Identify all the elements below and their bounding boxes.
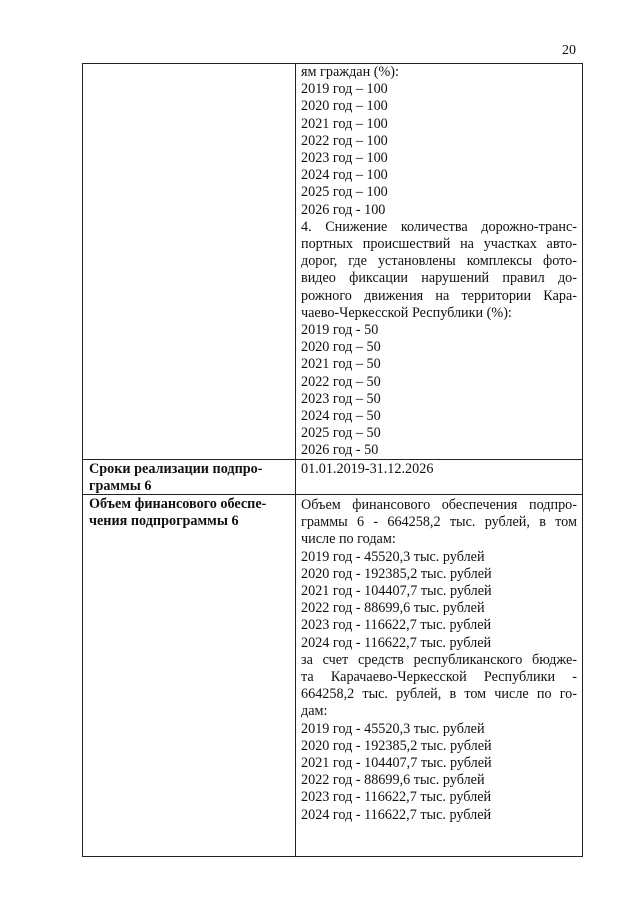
cell-line: видео фиксации нарушений правил до- [301, 270, 577, 287]
row-label: Сроки реализации подпро- [89, 461, 263, 477]
cell-line: 2022 год – 50 [301, 373, 381, 390]
cell-line: 2021 год – 100 [301, 115, 388, 132]
cell-line: 2025 год – 50 [301, 425, 381, 442]
cell-line: 2023 год – 50 [301, 390, 381, 407]
cell-line: за счет средств республиканского бюдже- [301, 651, 577, 668]
indicators-cell [296, 64, 582, 460]
page-number: 20 [562, 43, 576, 58]
row-label: граммы 6 [89, 478, 152, 495]
cell-line: 2024 год – 50 [301, 408, 381, 425]
funding-label-cell [83, 495, 295, 530]
cell-line: 2021 год - 104407,7 тыс. рублей [301, 583, 492, 600]
cell-line: 2020 год - 192385,2 тыс. рублей [301, 737, 492, 754]
cell-line: 2023 год - 116622,7 тыс. рублей [301, 789, 492, 806]
cell-line: 2019 год - 45520,3 тыс. рублей [301, 720, 485, 737]
cell-line: 01.01.2019-31.12.2026 [301, 461, 434, 477]
cell-line: 2024 год – 100 [301, 167, 388, 184]
cell-line: та Карачаево-Черкесской Республики - [301, 669, 577, 686]
cell-line: 2024 год - 116622,7 тыс. рублей [301, 634, 492, 651]
row-label: чения подпрограммы 6 [89, 513, 239, 530]
row-label: Объем финансового обеспе- [89, 496, 267, 512]
cell-line: портных происшествий на участках авто- [301, 236, 577, 253]
cell-line: граммы 6 - 664258,2 тыс. рублей, в том [301, 514, 577, 531]
cell-line: 2023 год – 100 [301, 150, 388, 167]
cell-line: 2020 год – 50 [301, 339, 381, 356]
cell-line: 2019 год - 45520,3 тыс. рублей [301, 548, 485, 565]
cell-line: 2021 год – 50 [301, 356, 381, 373]
cell-line: 2020 год - 192385,2 тыс. рублей [301, 565, 492, 582]
term-value-cell [296, 461, 582, 478]
cell-line: чаево-Черкесской Республики (%): [301, 304, 512, 321]
cell-line: 2022 год - 88699,6 тыс. рублей [301, 600, 485, 617]
cell-line: Объем финансового обеспечения подпро- [301, 497, 577, 513]
cell-line: 2026 год - 100 [301, 201, 386, 218]
cell-line: 2022 год - 88699,6 тыс. рублей [301, 772, 485, 789]
funding-value-cell [296, 497, 582, 824]
cell-line: числе по годам: [301, 531, 396, 548]
cell-line: 2022 год – 100 [301, 132, 388, 149]
passport-table [82, 63, 583, 857]
cell-line: 664258,2 тыс. рублей, в том числе по го- [301, 686, 577, 703]
cell-line: 2024 год - 116622,7 тыс. рублей [301, 806, 492, 823]
cell-line: дам: [301, 703, 328, 720]
cell-line: 2026 год - 50 [301, 442, 379, 459]
cell-line: рожного движения на территории Кара- [301, 287, 577, 304]
cell-line: 2019 год - 50 [301, 322, 379, 339]
cell-line: 2021 год - 104407,7 тыс. рублей [301, 755, 492, 772]
cell-line: дорог, где установлены комплексы фото- [301, 253, 577, 270]
cell-line: 2025 год – 100 [301, 184, 388, 201]
term-label-cell [83, 460, 295, 495]
cell-line: 2023 год - 116622,7 тыс. рублей [301, 617, 492, 634]
cell-line: 4. Снижение количества дорожно-транс- [301, 218, 577, 235]
cell-line: 2020 год – 100 [301, 98, 388, 115]
cell-line: ям граждан (%): [301, 64, 399, 80]
cell-line: 2019 год – 100 [301, 81, 388, 98]
